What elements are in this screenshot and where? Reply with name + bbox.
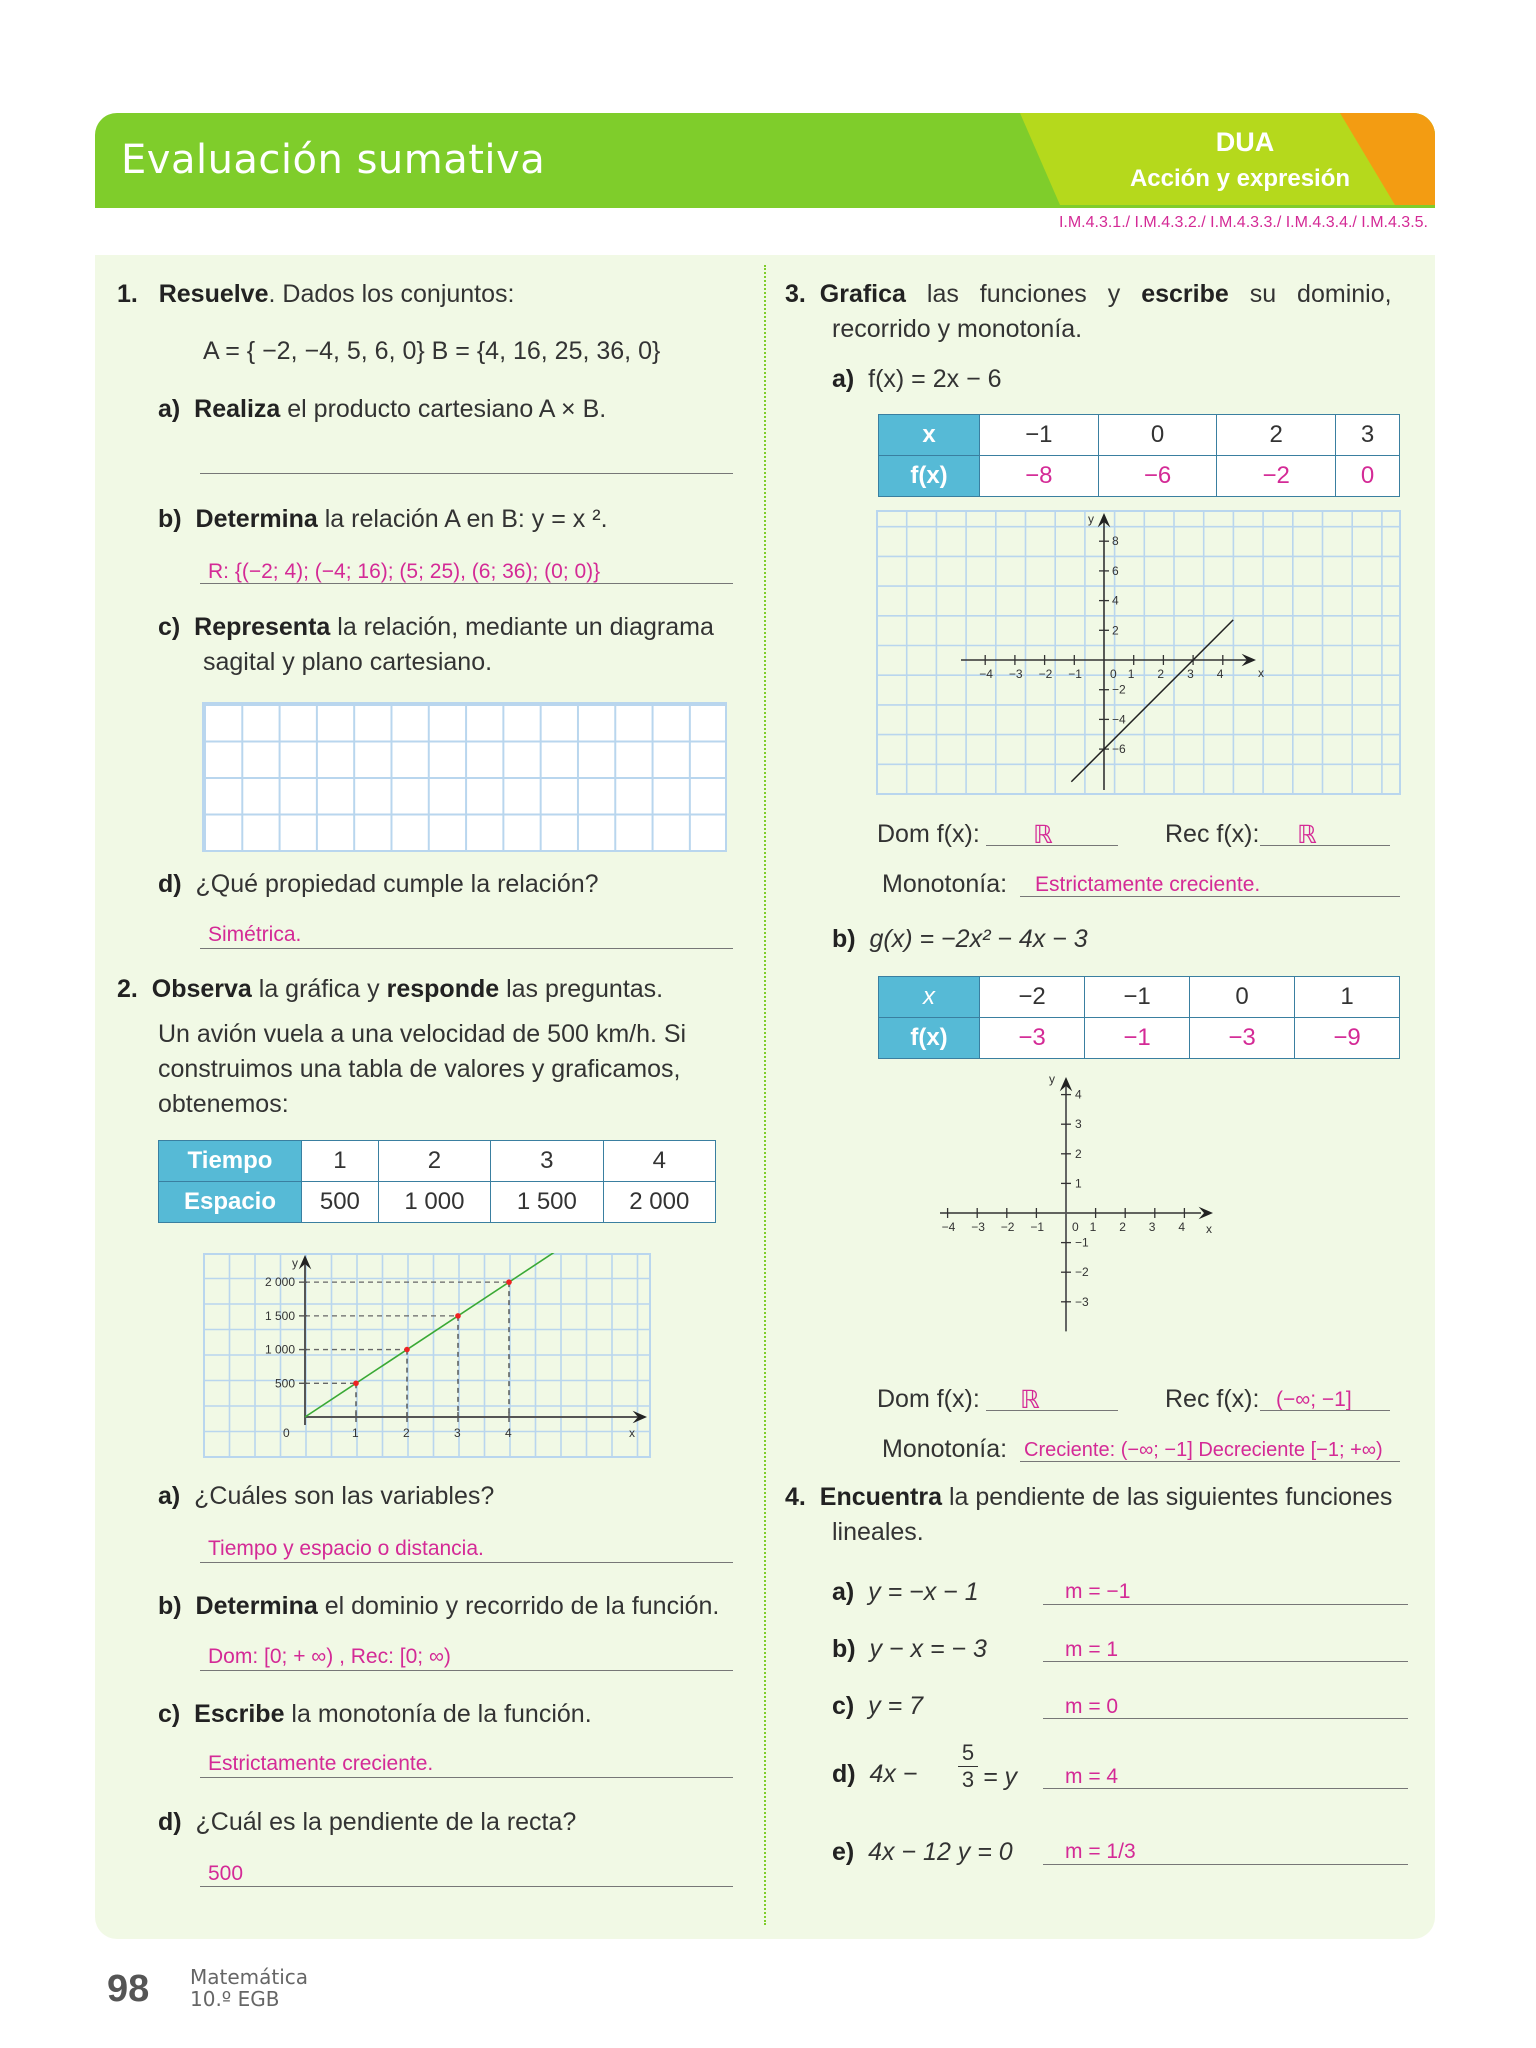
q4d-answer[interactable]: m = 4 [1065, 1765, 1119, 1788]
q4e-equation: e) 4x − 12 y = 0 [832, 1838, 1013, 1866]
q3a-rec-answer[interactable]: ℝ [1297, 821, 1317, 849]
y-tick-label: 1 [1075, 1176, 1082, 1191]
linear-function-chart [876, 510, 1401, 795]
q3a-values-table [878, 414, 1400, 497]
q2d-answer-line [200, 1886, 733, 1887]
q3a-dom-label: Dom f(x): [877, 820, 980, 848]
q4c-equation: c) y = 7 [832, 1692, 924, 1720]
data-point [455, 1313, 461, 1319]
y-axis-label: y [1088, 512, 1094, 526]
table-row: Espacio 500 1 000 1 500 2 000 [159, 1182, 716, 1223]
y-tick-label: −2 [1075, 1265, 1089, 1280]
q4c-answer-line [1043, 1718, 1408, 1719]
q4d-equation: d) 4x − [832, 1760, 918, 1788]
y-tick-label: 3 [1075, 1117, 1082, 1132]
x-tick-label: 3 [1148, 1220, 1156, 1234]
q1-sets: A = { −2, −4, 5, 6, 0} B = {4, 16, 25, 36, 0} [203, 337, 661, 365]
table-row: f(x) −3 −1 −3 −9 [879, 1018, 1400, 1059]
x-tick-label: −3 [971, 1220, 985, 1234]
series-line-f [1071, 620, 1233, 782]
q2c-answer-field[interactable]: Estrictamente creciente. [208, 1752, 434, 1775]
q4d-answer-line [1043, 1788, 1408, 1789]
indicator-codes: I.M.4.3.1./ I.M.4.3.2./ I.M.4.3.3./ I.M.4.3.4./ I.M.4.3.5. [1058, 214, 1428, 231]
x-axis-label: x [1258, 666, 1264, 680]
q4e-answer-line [1043, 1864, 1408, 1865]
x-tick-label: 1 [1127, 667, 1135, 681]
dua-badge-subtitle: Acción y expresión [1129, 165, 1351, 192]
y-axis-label: y [292, 1256, 298, 1270]
q3b-rec-label: Rec f(x): [1165, 1385, 1260, 1413]
q2a-answer-field[interactable]: Tiempo y espacio o distancia. [208, 1537, 484, 1560]
x-tick-label: −2 [1000, 1220, 1015, 1234]
x-tick-label: −2 [1038, 667, 1053, 681]
y-tick-label: 2 [1075, 1146, 1082, 1161]
q1b-answer-field[interactable]: R: {(−2; 4); (−4; 16); (5; 25), (6; 36); (0; 0)} [208, 560, 601, 583]
y-axis-label: y [1049, 1075, 1055, 1086]
q4e-answer[interactable]: m = 1/3 [1065, 1840, 1136, 1863]
x-axis-label: x [1206, 1222, 1212, 1236]
table-answer-cell[interactable]: −3 [1190, 1018, 1295, 1059]
x-tick-label: 4 [1216, 667, 1224, 681]
y-tick-label: 4 [1075, 1087, 1082, 1102]
page-title: Evaluación sumativa [121, 137, 546, 183]
q3a-mono-line [1020, 896, 1400, 897]
footer-subject: Matemática 10.º EGB [190, 1965, 309, 2011]
x-tick-label: 1 [1089, 1220, 1097, 1234]
y-tick-label: 4 [1112, 593, 1119, 608]
q3a-rec-line [1260, 845, 1390, 846]
table-answer-cell[interactable]: −6 [1098, 456, 1217, 497]
q2b-statement: b) Determina el dominio y recorrido de la función. [158, 1592, 720, 1620]
q3a-mono-label: Monotonía: [882, 870, 1008, 898]
q4-statement-line2: lineales. [832, 1518, 924, 1546]
q2b-answer-field[interactable]: Dom: [0; + ∞) , Rec: [0; ∞) [208, 1645, 451, 1668]
table-answer-cell[interactable]: −9 [1295, 1018, 1400, 1059]
q2d-statement: d) ¿Cuál es la pendiente de la recta? [158, 1808, 577, 1836]
q4c-answer[interactable]: m = 0 [1065, 1695, 1119, 1718]
q4b-answer[interactable]: m = 1 [1065, 1638, 1119, 1661]
data-point [353, 1380, 359, 1386]
q3b-dom-answer[interactable]: ℝ [1020, 1386, 1040, 1414]
y-tick-label: −3 [1075, 1294, 1089, 1309]
q1c-statement: c) Representa la relación, mediante un diagrama [158, 613, 714, 641]
q3b-values-table [878, 976, 1400, 1059]
q3b-dom-line [986, 1410, 1118, 1411]
q1c-drawing-grid[interactable] [202, 702, 727, 852]
table-row: x −2 −1 0 1 [879, 977, 1400, 1018]
x-tick-label: 4 [1178, 1220, 1186, 1234]
q1d-answer-field[interactable]: Simétrica. [208, 923, 302, 946]
y-tick-label: 2 000 [264, 1275, 295, 1290]
linear-chart-frame [877, 511, 1400, 794]
q2c-answer-line [200, 1777, 733, 1778]
x-tick-label: 4 [505, 1426, 512, 1440]
table-row: x −1 0 2 3 [879, 415, 1400, 456]
q2d-answer-field[interactable]: 500 [208, 1862, 244, 1885]
q3a-rec-label: Rec f(x): [1165, 820, 1260, 848]
q1d-answer-line [200, 948, 733, 949]
q3a-dom-line [986, 845, 1118, 846]
q4a-equation: a) y = −x − 1 [832, 1578, 979, 1606]
q3a-dom-answer[interactable]: ℝ [1033, 821, 1053, 849]
q2-paragraph-line3: obtenemos: [158, 1090, 289, 1118]
q3a-function: a) f(x) = 2x − 6 [832, 365, 1002, 393]
table-answer-cell[interactable]: −2 [1217, 456, 1336, 497]
table-answer-cell[interactable]: −1 [1085, 1018, 1190, 1059]
x-tick-label: 3 [454, 1426, 461, 1440]
y-tick-label: −1 [1075, 1235, 1089, 1250]
q1c-statement-line2: sagital y plano cartesiano. [203, 648, 493, 676]
x-tick-label: 3 [1187, 667, 1194, 681]
series-line [305, 1253, 560, 1417]
y-tick-label: 8 [1112, 534, 1119, 549]
q3b-mono-line [1020, 1461, 1400, 1462]
q4b-answer-line [1043, 1661, 1408, 1662]
x-tick-label: 2 [1157, 667, 1165, 681]
q1a-statement: a) Realiza el producto cartesiano A × B. [158, 395, 607, 423]
q3-statement-line2: recorrido y monotonía. [832, 315, 1083, 343]
x-axis-label: x [629, 1426, 635, 1440]
q3b-function: b) g(x) = −2x² − 4x − 3 [832, 925, 1088, 953]
y-tick-label: −2 [1112, 682, 1126, 697]
dua-badge-title: DUA [1215, 127, 1275, 157]
x-tick-label: −3 [1008, 667, 1023, 681]
y-tick-label: −6 [1112, 742, 1126, 757]
q1-verb: Resuelve [158, 280, 269, 308]
y-tick-label: 6 [1112, 563, 1119, 578]
header-underline [95, 205, 1435, 208]
data-point [404, 1347, 410, 1353]
q3b-dom-label: Dom f(x): [877, 1385, 980, 1413]
quadratic-axes-chart[interactable] [940, 1075, 1260, 1360]
y-tick-label: 2 [1112, 623, 1119, 638]
x-tick-label: −4 [941, 1220, 956, 1234]
table-row: Tiempo 1 2 3 4 [159, 1141, 716, 1182]
table-answer-cell[interactable]: −3 [980, 1018, 1085, 1059]
q1a-answer-line [200, 473, 733, 474]
data-point [506, 1279, 512, 1285]
x-tick-label: 0 [283, 1426, 290, 1440]
x-tick-label: −1 [1030, 1220, 1045, 1234]
q1-statement: 1. Resuelve. Dados los conjuntos: [117, 280, 515, 308]
q4-statement: 4. Encuentra la pendiente de las siguientes funciones [785, 1483, 1393, 1511]
q3b-mono-label: Monotonía: [882, 1435, 1008, 1463]
x-tick-label: −1 [1068, 667, 1082, 681]
x-tick-label: −4 [979, 667, 993, 681]
x-tick-label: 1 [352, 1426, 359, 1440]
section-header [95, 113, 1435, 205]
q2c-statement: c) Escribe la monotonía de la función. [158, 1700, 592, 1728]
q4a-answer-line [1043, 1604, 1408, 1605]
x-tick-label: 2 [1119, 1220, 1126, 1234]
x-tick-label: 0 [1072, 1220, 1079, 1234]
q3b-rec-answer[interactable]: (−∞; −1] [1276, 1388, 1352, 1411]
q2b-answer-line [200, 1670, 733, 1671]
y-tick-label: 500 [274, 1376, 295, 1391]
x-tick-label: 2 [403, 1426, 410, 1440]
q2-values-table [158, 1140, 716, 1223]
x-tick-label: 0 [1110, 667, 1117, 681]
page-number: 98 [107, 1968, 150, 2010]
q2-statement: 2. Observa la gráfica y responde las preguntas. [117, 975, 664, 1003]
q4a-answer[interactable]: m = −1 [1065, 1580, 1131, 1603]
speed-chart [203, 1253, 651, 1458]
table-answer-cell[interactable]: 0 [1336, 456, 1400, 497]
q3-statement: 3. Grafica las funciones y escribe su dominio, [785, 280, 1392, 308]
q2-paragraph-line2: construimos una tabla de valores y graficamos, [158, 1055, 681, 1083]
q1d-statement: d) ¿Qué propiedad cumple la relación? [158, 870, 599, 898]
y-tick-label: −4 [1112, 712, 1126, 727]
q4d-equation-tail: = y [983, 1763, 1018, 1791]
q3b-mono-answer[interactable]: Creciente: (−∞; −1] Decreciente [−1; +∞) [1024, 1439, 1383, 1461]
q1b-answer-line [200, 583, 733, 584]
table-answer-cell[interactable]: −8 [980, 456, 1099, 497]
q1b-statement: b) Determina la relación A en B: y = x ². [158, 505, 608, 533]
y-tick-label: 1 000 [264, 1342, 295, 1357]
q3b-rec-line [1260, 1410, 1390, 1411]
q3a-mono-answer[interactable]: Estrictamente creciente. [1035, 873, 1261, 896]
q2-paragraph-line1: Un avión vuela a una velocidad de 500 km/h. Si [158, 1020, 687, 1048]
column-divider [764, 265, 766, 1925]
q2a-answer-line [200, 1562, 733, 1563]
y-tick-label: 1 500 [264, 1308, 295, 1323]
table-row: f(x) −8 −6 −2 0 [879, 456, 1400, 497]
q4b-equation: b) y − x = − 3 [832, 1635, 987, 1663]
q4d-fraction: 5 3 [958, 1740, 978, 1793]
q2a-statement: a) ¿Cuáles son las variables? [158, 1482, 495, 1510]
